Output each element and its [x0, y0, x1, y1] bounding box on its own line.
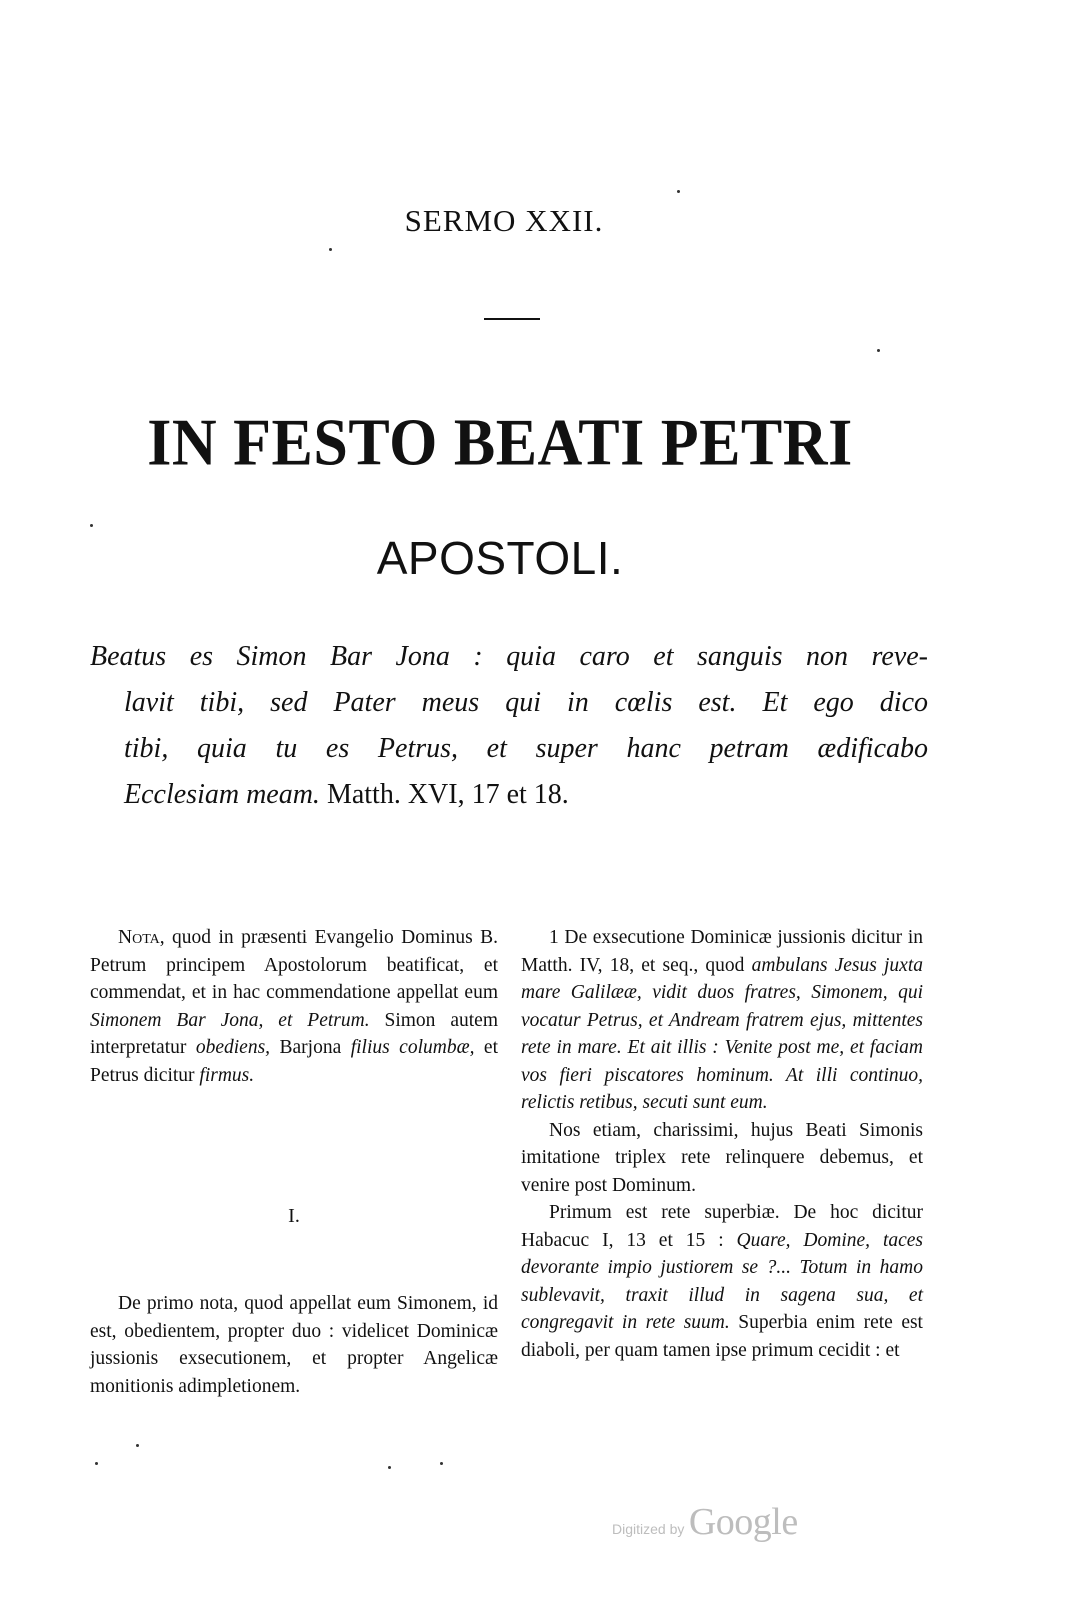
title-divider: [484, 318, 540, 320]
left-paragraph-2: De primo nota, quod appellat eum Simonem, id est, obedientem, propter duo : videlicet Dominicæ jussionis exsecutionem, et propter Angelicæ monitionis adimpletionem.: [90, 1293, 498, 1397]
google-logo: Google: [688, 1501, 798, 1543]
ink-speck: [440, 1462, 443, 1465]
epigraph-line-4: Ecclesiam meam. Matth. XVI, 17 et 18.: [124, 779, 569, 810]
left-paragraph-1: Nota, quod in præsenti Evangelio Dominus B. Petrum principem Apostolorum beatificat, et commendat, et in hac commendatione appellat eum Simonem Bar Jona, et Petrum. Simon autem interpretatur obediens, Barjona filius columbæ, et Petrus dicitur firmus.: [90, 927, 499, 1086]
digitized-by-label: Digitized by: [612, 1521, 685, 1537]
ink-speck: [388, 1466, 391, 1469]
ink-speck: [329, 248, 332, 251]
ink-speck: [877, 349, 880, 352]
epigraph: [90, 634, 928, 818]
left-column: [90, 924, 498, 1089]
section-numeral: I.: [288, 1205, 300, 1227]
right-column: [521, 924, 923, 1364]
ink-speck: [95, 1462, 98, 1465]
ink-speck: [136, 1444, 139, 1447]
scripture-reference: Matth. XVI, 17 et 18.: [319, 779, 569, 810]
page-subtitle: APOSTOLI.: [376, 532, 624, 584]
epigraph-line-1: Beatus es Simon Bar Jona : quia caro et sanguis non reve-: [90, 641, 928, 672]
right-paragraph-3: Primum est rete superbiæ. De hoc dicitur Habacuc I, 13 et 15 : Quare, Domine, taces devorante impio justiorem se ?... Totum in hamo sublevavit, traxit illud in sagena sua, et congregavit in rete suum. Superbia enim rete est diaboli, per quam tamen ipse primum cecidit : et: [521, 1202, 924, 1361]
google-watermark: [612, 1500, 798, 1544]
right-paragraph-1: 1 De exsecutione Dominicæ jussionis dicitur in Matth. IV, 18, et seq., quod ambulans Jesus juxta mare Galilææ, vidit duos fratres, Simonem, qui vocatur Petrus, et Andream fratrem ejus, mittentes rete in mare. Et ait illis : Venite post me, et faciam vos fieri piscatores hominum. At illi continuo, relictis retibus, secuti sunt eum.: [521, 927, 923, 1113]
ink-speck: [677, 190, 680, 193]
epigraph-line-2: lavit tibi, sed Pater meus qui in cœlis est. Et ego dico: [124, 687, 928, 718]
right-paragraph-2: Nos etiam, charissimi, hujus Beati Simonis imitatione triplex rete relinquere debemus, et venire post Dominum.: [521, 1119, 923, 1196]
epigraph-line-3: tibi, quia tu es Petrus, et super hanc petram ædificabo: [124, 733, 928, 764]
sermon-number: SERMO XXII.: [404, 203, 604, 238]
ink-speck: [90, 524, 93, 527]
page-title: IN FESTO BEATI PETRI: [147, 406, 853, 480]
